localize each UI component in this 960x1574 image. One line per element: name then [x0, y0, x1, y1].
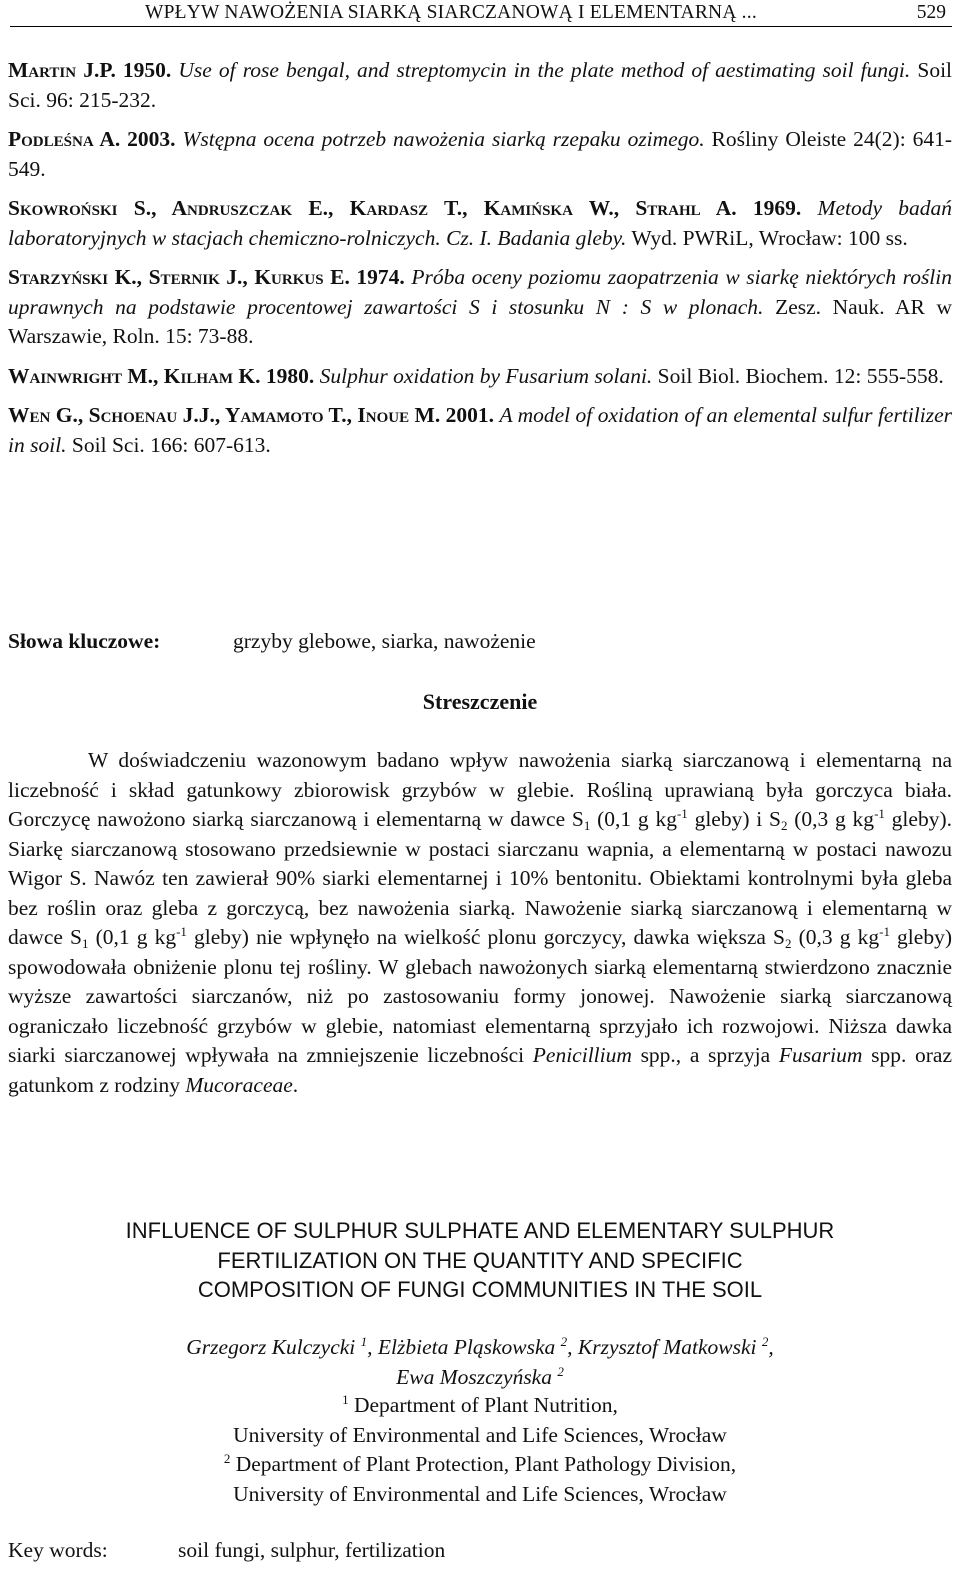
- affiliation-marker: 1: [360, 1334, 368, 1349]
- reference-authors: Podleśna A. 2003.: [8, 127, 176, 151]
- subscript: 2: [785, 936, 792, 951]
- summary-text: (0,3 g kg: [787, 807, 875, 831]
- affiliation-line: University of Environmental and Life Sciences, Wrocław: [233, 1481, 727, 1506]
- reference-item: [8, 56, 952, 115]
- superscript: -1: [676, 806, 688, 821]
- author-line: [0, 1363, 960, 1393]
- reference-source: Soil Sci. 96: 215-232.: [8, 58, 953, 112]
- affiliation-marker: 2: [557, 1363, 564, 1379]
- english-title: [0, 1216, 960, 1305]
- reference-item: [8, 362, 952, 392]
- reference-title: Próba oceny poziomu zaopatrzenia w siarkę niektórych roślin uprawnych na podstawie procentowej zawartości S i stosunku N : S w plonach.: [8, 265, 953, 319]
- reference-item: [8, 194, 952, 253]
- family-name: Mucoraceae: [185, 1072, 293, 1097]
- reference-source: Soil Sci. 166: 607-613.: [71, 432, 271, 457]
- reference-title: Wstępna ocena potrzeb nawożenia siarką rzepaku ozimego.: [182, 127, 705, 151]
- keywords-text: soil fungi, sulphur, fertilization: [178, 1538, 446, 1562]
- running-head: [10, 0, 952, 27]
- reference-item: [8, 125, 952, 184]
- keywords-label: Słowa kluczowe:: [8, 629, 161, 653]
- author-name: Ewa Moszczyńska: [396, 1364, 552, 1389]
- summary-heading: Streszczenie: [422, 689, 538, 714]
- affiliation-text: Department of Plant Protection, Plant Pathology Division,: [235, 1452, 737, 1476]
- superscript: -1: [874, 806, 885, 821]
- reference-source: Wyd. PWRiL, Wrocław: 100 ss.: [631, 225, 908, 250]
- summary-text: gleby) nie wpłynęło na wielkość plonu gorczycy, dawka większa S: [186, 925, 785, 949]
- reference-authors: Wainwright M., Kilham K. 1980.: [8, 363, 315, 388]
- genus-name: Fusarium: [778, 1043, 863, 1067]
- affiliation-marker: 2: [560, 1334, 568, 1349]
- english-title-line: FERTILIZATION ON THE QUANTITY AND SPECIFIC: [217, 1247, 743, 1273]
- reference-title: Metody badań laboratoryjnych w stacjach chemiczno-rolniczych. Cz. I. Badania gleby.: [8, 196, 953, 250]
- reference-source: Zesz. Nauk. AR w Warszawie, Roln. 15: 73-88.: [8, 294, 953, 348]
- affiliation-marker: 1: [342, 1392, 349, 1407]
- affiliations: [0, 1391, 960, 1509]
- summary-text: W doświadczeniu wazonowym badano wpływ nawożenia siarką siarczanową i elementarną na liczebność i skład gatunkowy zbiorowisk grzybów w glebie. Rośliną uprawianą była gorczyca biała. Gorczycę nawożono siarką siarczanową i elementarną w dawce S: [8, 748, 952, 831]
- author-line: Grzegorz Kulczycki $^1$, Elżbieta Pląskowska $^2$, Krzysztof Matkowski $^2$,: [186, 1334, 774, 1359]
- summary-paragraph: [8, 746, 952, 1100]
- superscript: -1: [879, 924, 890, 939]
- author-name: Elżbieta Pląskowska: [377, 1335, 556, 1359]
- affiliation-line: University of Environmental and Life Sciences, Wrocław: [233, 1422, 727, 1447]
- subscript: 2: [780, 818, 788, 833]
- english-title-line: INFLUENCE OF SULPHUR SULPHATE AND ELEMENTARY SULPHUR: [125, 1218, 835, 1243]
- genus-name: Penicillium: [532, 1043, 632, 1067]
- affiliation-line: [0, 1391, 960, 1421]
- reference-item: [8, 401, 952, 460]
- reference-item: [8, 263, 952, 352]
- affiliation-marker: 2: [761, 1334, 769, 1349]
- author-name: Krzysztof Matkowski: [577, 1335, 757, 1359]
- author-list: [0, 1333, 960, 1392]
- summary-text: gleby). Siarkę siarczanową stosowano przedsiewnie w postaci siarczanu wapnia, a elementarną w postaci nawozu Wigor S. Nawóz ten zawierał 90% siarki elementarnej i 10% bentonitu. Obiektami kontrolnymi była gleba bez roślin oraz gleba z gorczycą, bez nawożenia siarką. Nawożenie siarką siarczanową i elementarną w dawce S: [8, 807, 952, 949]
- reference-authors: Martin J.P. 1950.: [8, 58, 172, 82]
- running-head-title: WPŁYW NAWOŻENIA SIARKĄ SIARCZANOWĄ I ELEMENTARNĄ ...: [145, 2, 757, 23]
- keywords-text: grzyby glebowe, siarka, nawożenie: [233, 629, 536, 653]
- summary-text: spp., a sprzyja: [631, 1043, 779, 1067]
- summary-text: spp. oraz gatunkom z rodziny: [8, 1043, 953, 1097]
- reference-authors: Wen G., Schoenau J.J., Yamamoto T., Inoue M. 2001.: [8, 403, 495, 427]
- superscript: -1: [176, 924, 187, 939]
- subscript: 1: [81, 936, 89, 951]
- affiliation-line: [0, 1450, 960, 1480]
- summary-text: (0,1 g kg: [590, 807, 677, 831]
- reference-title: Sulphur oxidation by Fusarium solani.: [319, 363, 653, 388]
- reference-list: [8, 56, 952, 470]
- page-number: 529: [916, 2, 946, 23]
- author-name: Grzegorz Kulczycki: [186, 1335, 356, 1359]
- summary-text: .: [292, 1072, 299, 1097]
- summary-text: (0,1 g kg: [88, 925, 177, 949]
- reference-title: Use of rose bengal, and streptomycin in the plate method of aestimating soil fungi.: [178, 58, 911, 82]
- summary-text: gleby) i S: [687, 807, 781, 831]
- reference-authors: Skowroński S., Andruszczak E., Kardasz T., Kamińska W., Strahl A. 1969.: [8, 196, 802, 220]
- summary-text: (0,3 g kg: [791, 925, 880, 949]
- affiliation-text: Department of Plant Nutrition,: [353, 1393, 618, 1417]
- subscript: 1: [583, 818, 591, 833]
- reference-source: Soil Biol. Biochem. 12: 555-558.: [657, 363, 944, 388]
- reference-title: A model of oxidation of an elemental sulfur fertilizer in soil.: [8, 403, 953, 457]
- affiliation-marker: 2: [223, 1451, 231, 1466]
- reference-authors: Starzyński K., Sternik J., Kurkus E. 1974.: [8, 265, 405, 289]
- english-title-line: COMPOSITION OF FUNGI COMMUNITIES IN THE SOIL: [197, 1277, 763, 1302]
- reference-source: Rośliny Oleiste 24(2): 641-549.: [8, 127, 952, 181]
- keywords-label: Key words:: [8, 1538, 108, 1562]
- summary-text: gleby) spowodowała obniżenie plonu tej rośliny. W glebach nawożonych siarką elementarną stwierdzono znacznie wyższe zawartości siarczanów, niż po zastosowaniu formy jonowej. Nawożenie siarką siarczanową ograniczało liczebność grzybów w glebie, natomiast elementarną sprzyjało ich rozwojowi. Niższa dawka siarki siarczanowej wpływała na zmniejszenie liczebności: [8, 925, 952, 1067]
